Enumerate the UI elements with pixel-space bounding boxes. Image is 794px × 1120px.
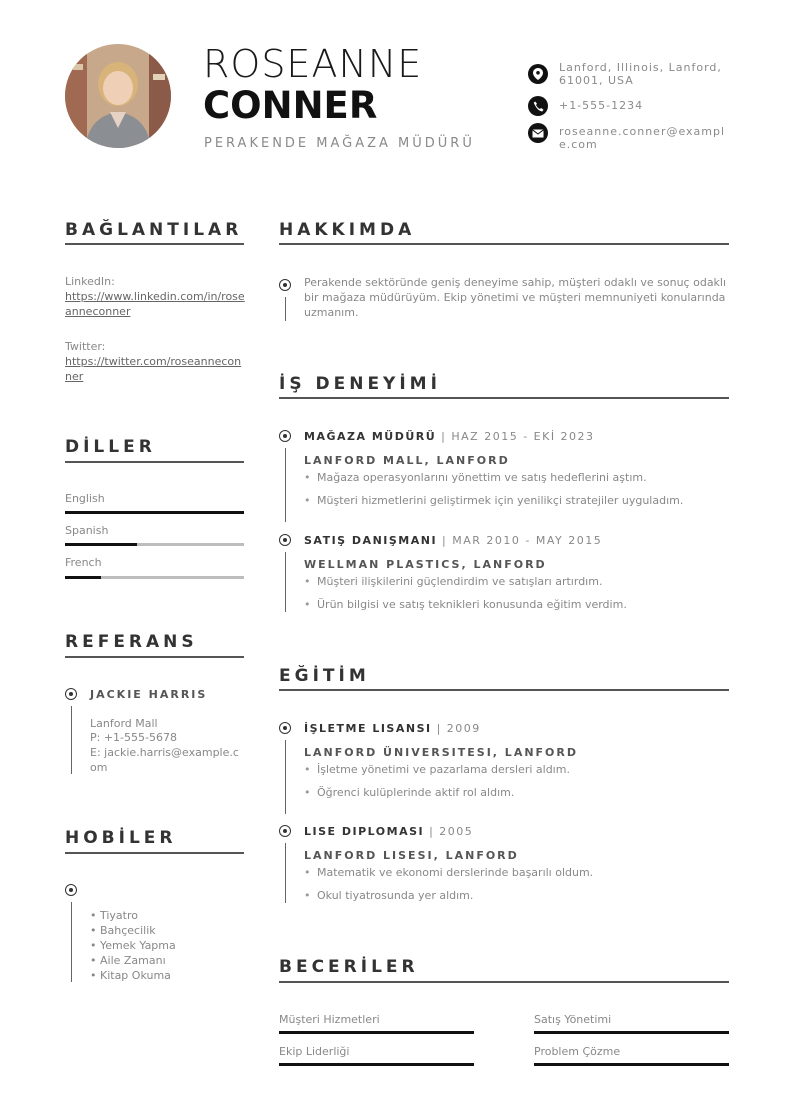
skill-level-bar	[279, 1031, 474, 1034]
timeline-line	[285, 843, 286, 903]
language-level-bar	[65, 511, 244, 514]
experience-role: MAĞAZA MÜDÜRÜ	[304, 430, 437, 443]
hobby-item: • Bahçecilik	[90, 924, 156, 937]
hobby-item: • Tiyatro	[90, 909, 138, 922]
education-header	[304, 722, 481, 735]
email-icon	[528, 123, 548, 143]
location-pin-icon	[528, 64, 548, 84]
language-level-bar	[65, 576, 244, 579]
skill-name: Ekip Liderliği	[279, 1045, 350, 1058]
phone-icon	[528, 96, 548, 116]
timeline-marker-icon	[279, 825, 291, 837]
experience-bullet: • Ürün bilgisi ve satış teknikleri konusunda eğitim verdim.	[304, 598, 627, 611]
skill-level-bar	[279, 1063, 474, 1066]
timeline-line	[71, 902, 72, 982]
timeline-line	[285, 552, 286, 612]
hobbies-heading: HOBİLER	[65, 828, 177, 848]
education-divider	[279, 689, 729, 691]
references-heading: REFERANS	[65, 632, 198, 652]
contact-phone: +1-555-1234	[559, 99, 644, 112]
hobby-item: • Aile Zamanı	[90, 954, 166, 967]
timeline-line	[71, 706, 72, 774]
timeline-marker-icon	[65, 688, 77, 700]
experience-heading: İŞ DENEYİMİ	[279, 374, 441, 394]
education-header	[304, 825, 473, 838]
language-name: French	[65, 556, 102, 569]
experience-dates: | HAZ 2015 - EKİ 2023	[436, 430, 595, 443]
twitter-link[interactable]: https://twitter.com/roseanneconner	[65, 355, 242, 383]
experience-divider	[279, 397, 729, 399]
timeline-marker-icon	[279, 534, 291, 546]
skill-name: Müşteri Hizmetleri	[279, 1013, 380, 1026]
experience-bullet: • Müşteri ilişkilerini güçlendirdim ve satışları artırdım.	[304, 575, 602, 588]
last-name: CONNER	[203, 84, 378, 127]
first-name: ROSEANNE	[203, 42, 423, 86]
reference-company: Lanford Mall	[90, 717, 158, 730]
reference-name: JACKIE HARRIS	[90, 688, 208, 701]
timeline-line	[285, 297, 286, 321]
education-bullet: • Matematik ve ekonomi derslerinde başarılı oldum.	[304, 866, 593, 879]
skills-divider	[279, 981, 729, 983]
education-bullet: • İşletme yönetimi ve pazarlama dersleri aldım.	[304, 763, 570, 776]
about-divider	[279, 243, 729, 245]
education-year: | 2005	[424, 825, 474, 838]
experience-header	[304, 430, 595, 443]
skill-name: Satış Yönetimi	[534, 1013, 612, 1026]
language-name: English	[65, 492, 105, 505]
experience-company: LANFORD MALL, LANFORD	[304, 454, 510, 467]
education-degree: LISE DIPLOMASI	[304, 825, 425, 838]
links-heading: BAĞLANTILAR	[65, 220, 243, 240]
linkedin-label: LinkedIn:	[65, 275, 115, 288]
twitter-label: Twitter:	[65, 340, 106, 353]
experience-bullet: • Müşteri hizmetlerini geliştirmek için yenilikçi stratejiler uyguladım.	[304, 494, 683, 507]
timeline-marker-icon	[279, 722, 291, 734]
skills-heading: BECERİLER	[279, 957, 419, 977]
reference-phone: P: +1-555-5678	[90, 731, 177, 744]
language-level-bar	[65, 543, 244, 546]
skill-level-bar	[534, 1063, 729, 1066]
languages-heading: DİLLER	[65, 437, 156, 457]
contact-email: roseanne.conner@example.com	[559, 125, 726, 151]
links-divider	[65, 243, 244, 245]
experience-company: WELLMAN PLASTICS, LANFORD	[304, 558, 547, 571]
education-bullet: • Okul tiyatrosunda yer aldım.	[304, 889, 473, 902]
about-heading: HAKKIMDA	[279, 220, 416, 240]
experience-header	[304, 534, 602, 547]
timeline-marker-icon	[279, 279, 291, 291]
job-title: PERAKENDE MAĞAZA MÜDÜRÜ	[204, 136, 475, 151]
languages-divider	[65, 461, 244, 463]
education-degree: İŞLETME LISANSI	[304, 722, 432, 735]
linkedin-link[interactable]: https://www.linkedin.com/in/roseanneconner	[65, 290, 245, 318]
skill-level-bar	[534, 1031, 729, 1034]
hobby-item: • Kitap Okuma	[90, 969, 171, 982]
reference-email: E: jackie.harris@example.com	[90, 746, 239, 774]
skill-name: Problem Çözme	[534, 1045, 621, 1058]
experience-role: SATIŞ DANIŞMANI	[304, 534, 438, 547]
education-school: LANFORD ÜNIVERSITESI, LANFORD	[304, 746, 579, 759]
timeline-marker-icon	[279, 430, 291, 442]
hobby-item: • Yemek Yapma	[90, 939, 176, 952]
education-school: LANFORD LISESI, LANFORD	[304, 849, 519, 862]
education-heading: EĞİTİM	[279, 666, 370, 686]
timeline-marker-icon	[65, 884, 77, 896]
profile-photo	[65, 44, 171, 148]
contact-address: Lanford, Illinois, Lanford, 61001, USA	[559, 61, 722, 87]
references-divider	[65, 656, 244, 658]
education-year: | 2009	[431, 722, 481, 735]
experience-dates: | MAR 2010 - MAY 2015	[437, 534, 603, 547]
education-bullet: • Öğrenci kulüplerinde aktif rol aldım.	[304, 786, 514, 799]
timeline-line	[285, 740, 286, 814]
about-text: Perakende sektöründe geniş deneyime sahip, müşteri odaklı ve sonuç odaklı bir mağaza müdürüyüm. Ekip yönetimi ve müşteri memnuniyeti konularında uzmanım.	[304, 276, 727, 319]
language-name: Spanish	[65, 524, 109, 537]
experience-bullet: • Mağaza operasyonlarını yönettim ve satış hedeflerini aştım.	[304, 471, 647, 484]
hobbies-divider	[65, 852, 244, 854]
timeline-line	[285, 448, 286, 522]
